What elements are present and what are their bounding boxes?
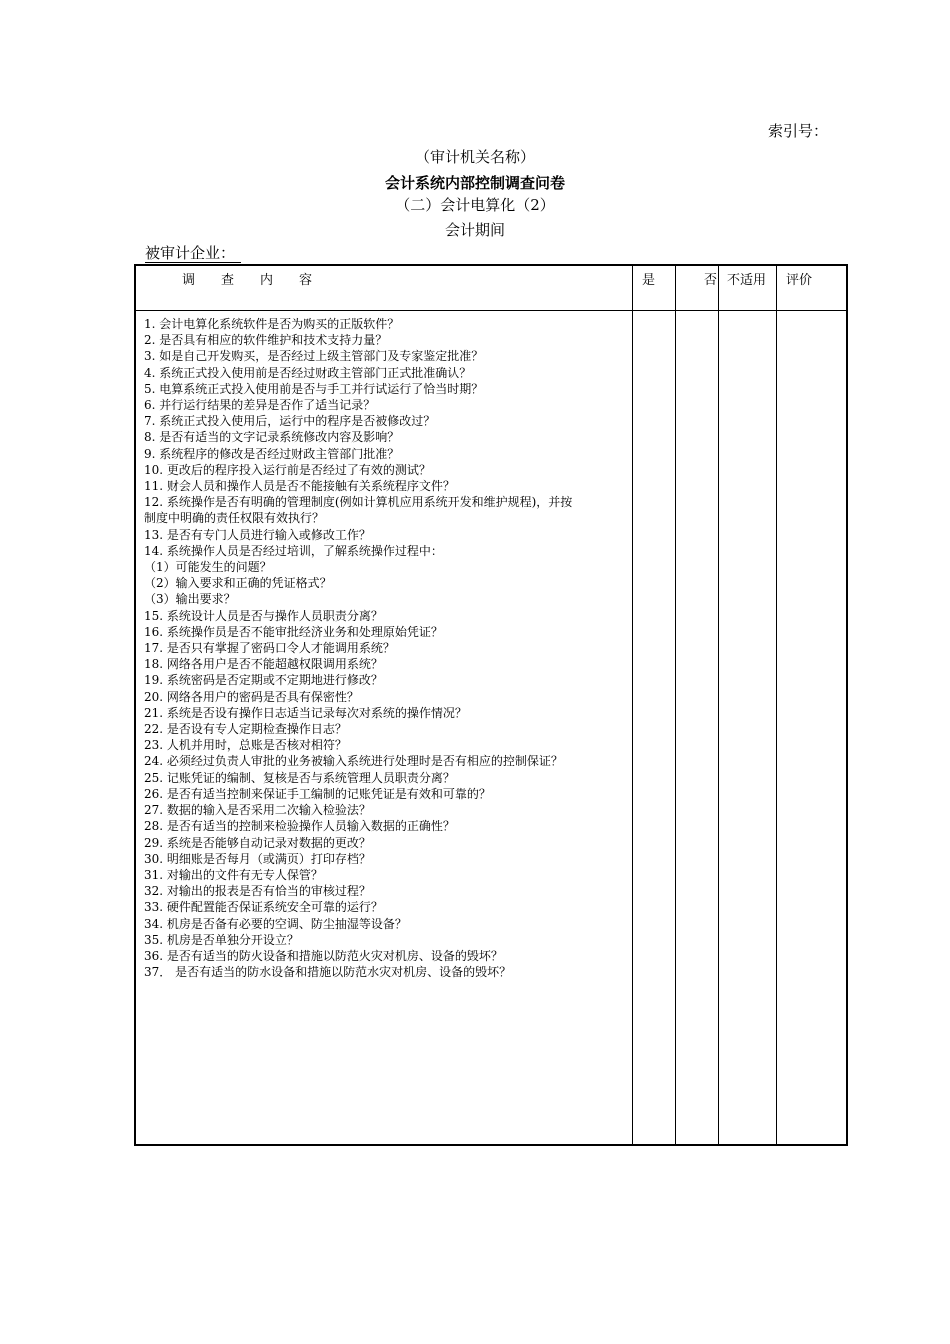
question-item: 18. 网络各用户是否不能超越权限调用系统？ — [144, 657, 383, 672]
question-item: 13. 是否有专门人员进行输入或修改工作？ — [144, 527, 371, 542]
question-item: 2. 是否具有相应的软件维护和技术支持力量？ — [144, 333, 388, 348]
question-item: 14. 系统操作人员是否经过培训，了解系统操作过程中： — [144, 543, 443, 558]
question-item: 15. 系统设计人员是否与操作人员职责分离？ — [144, 608, 383, 623]
column-header-content: 调 查 内 容 — [182, 273, 313, 288]
question-item: 33. 硬件配置能否保证系统安全可靠的运行？ — [144, 900, 383, 915]
question-item: 34. 机房是否备有必要的空调、防尘抽湿等设备？ — [144, 916, 407, 931]
question-item: 36. 是否有适当的防火设备和措施以防范火灾对机房、设备的毁坏？ — [144, 948, 503, 963]
question-item: 31. 对输出的文件有无专人保管？ — [144, 867, 323, 882]
question-item: （3）输出要求？ — [144, 592, 236, 607]
question-item: 23. 人机并用时，总账是否核对相符？ — [144, 738, 347, 753]
column-divider-na — [718, 266, 719, 1144]
accounting-period-label: 会计期间 — [444, 221, 505, 239]
question-item: 3. 如是自己开发购买，是否经过上级主管部门及专家鉴定批准？ — [144, 349, 484, 364]
index-number-label: 索引号： — [768, 122, 829, 140]
question-item: 7. 系统正式投入使用后，运行中的程序是否被修改过？ — [144, 414, 436, 429]
question-list — [144, 316, 664, 980]
organization-name: （审计机关名称） — [414, 148, 535, 166]
question-item: 32. 对输出的报表是否有恰当的审核过程？ — [144, 884, 371, 899]
question-item: 11. 财会人员和操作人员是否不能接触有关系统程序文件？ — [144, 479, 455, 494]
question-item: 10. 更改后的程序投入运行前是否经过了有效的测试？ — [144, 462, 431, 477]
question-item: 8. 是否有适当的文字记录系统修改内容及影响？ — [144, 430, 400, 445]
question-item: （1）可能发生的问题？ — [144, 560, 272, 575]
question-item: 16. 系统操作员是否不能审批经济业务和处理原始凭证？ — [144, 624, 443, 639]
question-item: 制度中明确的责任权限有效执行？ — [144, 511, 325, 526]
column-header-eval: 评价 — [786, 273, 813, 288]
question-item: 21. 系统是否设有操作日志适当记录每次对系统的操作情况？ — [144, 705, 467, 720]
question-item: 35. 机房是否单独分开设立？ — [144, 932, 299, 947]
column-divider-eval — [776, 266, 777, 1144]
document-subtitle: （二）会计电算化（2） — [395, 196, 555, 214]
question-item: 6. 并行运行结果的差异是否作了适当记录？ — [144, 398, 376, 413]
question-item: 27. 数据的输入是否采用二次输入检验法？ — [144, 803, 371, 818]
question-item: 20. 网络各用户的密码是否具有保密性？ — [144, 689, 359, 704]
question-item: 12. 系统操作是否有明确的管理制度(例如计算机应用系统开发和维护规程)，并按 — [144, 495, 573, 510]
document-title: 会计系统内部控制调查问卷 — [384, 174, 565, 192]
question-item: 25. 记账凭证的编制、复核是否与系统管理人员职责分离？ — [144, 770, 455, 785]
audited-company-label: 被审计企业： — [145, 244, 241, 263]
question-item: 9. 系统程序的修改是否经过财政主管部门批准？ — [144, 446, 400, 461]
question-item: 19. 系统密码是否定期或不定期地进行修改？ — [144, 673, 383, 688]
question-item: 26. 是否有适当控制来保证手工编制的记账凭证是有效和可靠的？ — [144, 786, 491, 801]
column-header-na: 不适用 — [727, 273, 767, 288]
question-item: 30. 明细账是否每月（或满页）打印存档？ — [144, 851, 371, 866]
question-item: 5. 电算系统正式投入使用前是否与手工并行试运行了恰当时期？ — [144, 381, 484, 396]
question-item: 17. 是否只有掌握了密码口令人才能调用系统？ — [144, 641, 395, 656]
questionnaire-table — [134, 264, 848, 1146]
question-item: 28. 是否有适当的控制来检验操作人员输入数据的正确性？ — [144, 819, 455, 834]
column-divider-no — [675, 266, 676, 1144]
question-item: 22. 是否设有专人定期检查操作日志？ — [144, 722, 347, 737]
header-row-divider — [136, 310, 846, 311]
question-item: 4. 系统正式投入使用前是否经过财政主管部门正式批准确认？ — [144, 365, 472, 380]
question-item: 29. 系统是否能够自动记录对数据的更改？ — [144, 835, 371, 850]
column-header-yes: 是 — [642, 273, 656, 288]
question-item: 1. 会计电算化系统软件是否为购买的正版软件？ — [144, 317, 400, 331]
question-item: 24. 必须经过负责人审批的业务被输入系统进行处理时是否有相应的控制保证？ — [144, 754, 563, 769]
question-item: 37． 是否有适当的防水设备和措施以防范水灾对机房、设备的毁坏？ — [144, 965, 512, 980]
column-header-no: 否 — [704, 273, 718, 288]
question-item: （2）输入要求和正确的凭证格式？ — [144, 576, 332, 591]
